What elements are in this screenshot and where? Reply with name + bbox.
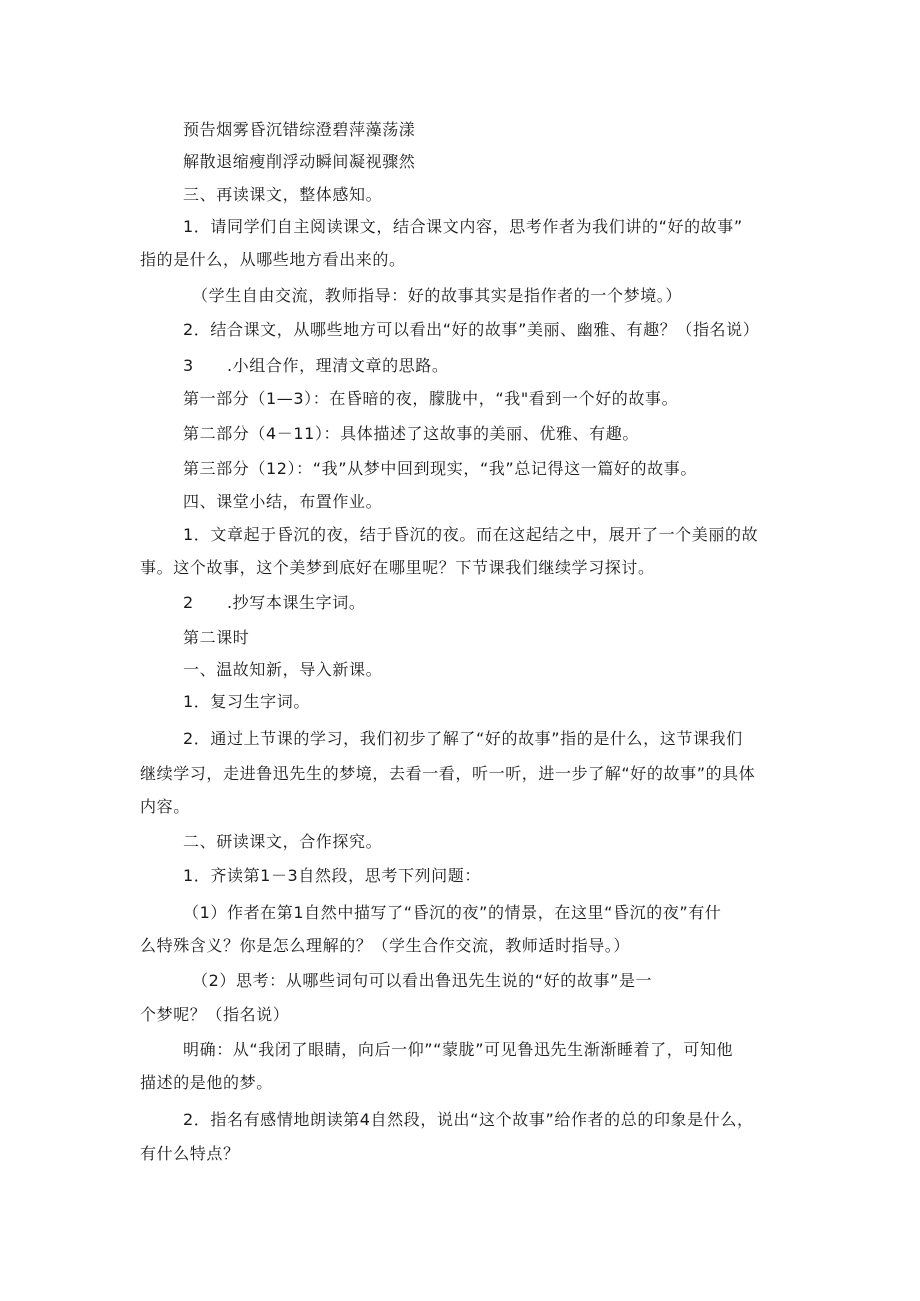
paragraph-line: 1．请同学们自主阅读课文，结合课文内容，思考作者为我们讲的“好的故事” bbox=[183, 217, 743, 236]
paragraph-line: 事。这个故事，这个美梦到底好在哪里呢？下节课我们继续学习探讨。 bbox=[140, 558, 655, 577]
paragraph-line: 第二部分（4－11）：具体描述了这故事的美丽、优雅、有趣。 bbox=[183, 424, 639, 443]
paragraph-line: 么特殊含义？你是怎么理解的？（学生合作交流，教师适时指导。） bbox=[140, 936, 631, 955]
paragraph-line: 3 .小组合作，理清文章的思路。 bbox=[183, 356, 449, 375]
vocab-line-1: 预告烟雾昏沉错综澄碧萍藻荡漾 bbox=[183, 120, 416, 139]
paragraph-line: 2．通过上节课的学习，我们初步了解了“好的故事”指的是什么，这节课我们 bbox=[183, 729, 743, 748]
paragraph-line: 1．复习生字词。 bbox=[183, 692, 310, 711]
section-heading-3: 三、再读课文，整体感知。 bbox=[183, 185, 383, 204]
paragraph-line: 描述的是他的梦。 bbox=[140, 1073, 273, 1092]
paragraph-line: 2．指名有感情地朗读第4自然段，说出“这个故事”给作者的总的印象是什么， bbox=[183, 1110, 754, 1129]
vocab-line-2: 解散退缩瘦削浮动瞬间凝视骤然 bbox=[183, 152, 416, 171]
paragraph-line: 有什么特点？ bbox=[140, 1144, 240, 1163]
paragraph-line: 个梦呢？（指名说） bbox=[140, 1005, 290, 1024]
paragraph-line: 内容。 bbox=[140, 797, 190, 816]
paragraph-line: 明确：从“我闭了眼睛，向后一仰”“蒙胧”可见鲁迅先生渐渐睡着了，可知他 bbox=[183, 1040, 734, 1059]
paragraph-line: 1．齐读第1－3自然段，思考下列问题： bbox=[183, 866, 481, 885]
paragraph-line: 1．文章起于昏沉的夜，结于昏沉的夜。而在这起结之中，展开了一个美丽的故 bbox=[183, 525, 759, 544]
paragraph-line: 2 .抄写本课生字词。 bbox=[183, 593, 366, 612]
section-heading-4: 四、课堂小结，布置作业。 bbox=[183, 492, 383, 511]
paragraph-line: 2．结合课文，从哪些地方可以看出“好的故事”美丽、幽雅、有趣？（指名说） bbox=[183, 320, 760, 339]
section-heading-1: 一、温故知新，导入新课。 bbox=[183, 660, 383, 679]
paragraph-line: （2）思考：从哪些词句可以看出鲁迅先生说的“好的故事”是一 bbox=[192, 971, 653, 990]
paragraph-line: 第一部分（1—3）：在昏暗的夜，朦胧中，“我"看到一个好的故事。 bbox=[183, 389, 679, 408]
paragraph-line: 继续学习，走进鲁迅先生的梦境，去看一看，听一听，进一步了解“好的故事”的具体 bbox=[140, 764, 756, 783]
paragraph-line: 指的是什么，从哪些地方看出来的。 bbox=[140, 250, 406, 269]
paragraph-line: （1）作者在第1自然中描写了“昏沉的夜”的情景，在这里“昏沉的夜”有什 bbox=[183, 903, 722, 922]
section-heading-2: 二、研读课文，合作探究。 bbox=[183, 832, 383, 851]
paragraph-line: （学生自由交流，教师指导：好的故事其实是指作者的一个梦境。） bbox=[192, 286, 683, 305]
lesson-heading: 第二课时 bbox=[183, 628, 250, 647]
paragraph-line: 第三部分（12）：“我”从梦中回到现实，“我”总记得这一篇好的故事。 bbox=[183, 459, 697, 478]
